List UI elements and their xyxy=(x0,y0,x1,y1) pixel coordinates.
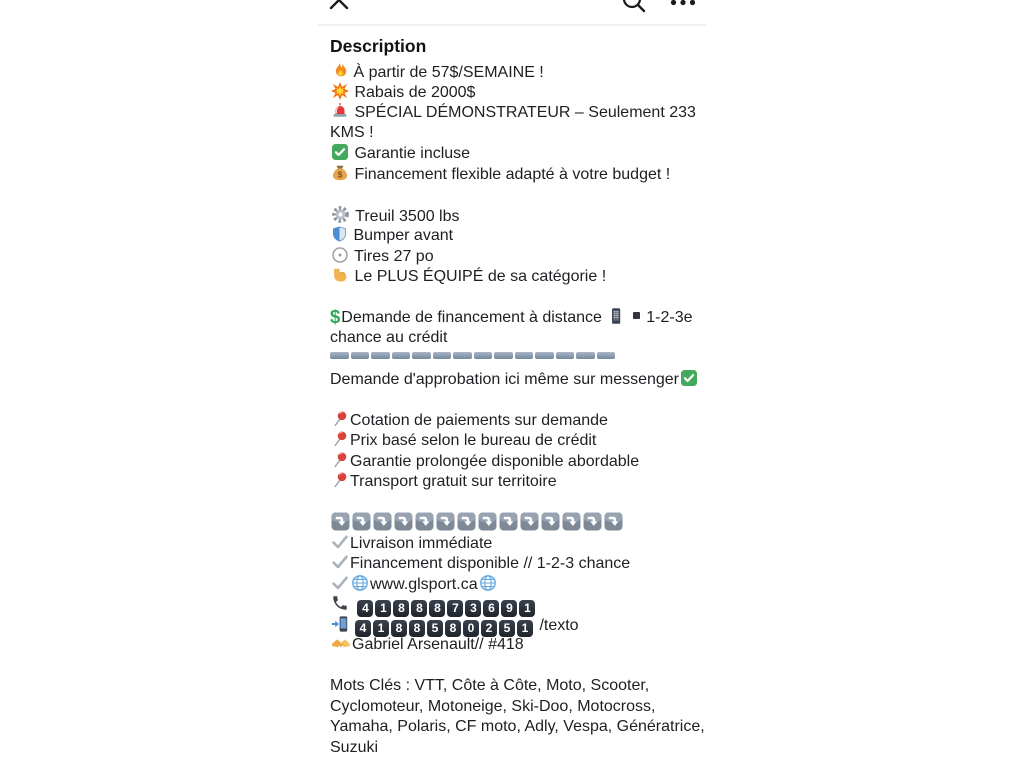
description-line: Suzuki xyxy=(330,738,379,756)
keycap-digit-icon: 6 xyxy=(483,600,499,617)
minus-icon xyxy=(494,352,513,359)
svg-text:$: $ xyxy=(337,168,343,179)
minus-icon xyxy=(515,352,534,359)
collision-icon xyxy=(331,82,349,100)
arrow-curve-down-icon xyxy=(499,512,518,531)
keycap-digit-icon: 0 xyxy=(463,620,479,637)
keycap-digit-icon: 7 xyxy=(447,600,463,617)
minus-icon xyxy=(351,352,370,359)
keycap-digits xyxy=(357,596,537,613)
description-line: Yamaha, Polaris, CF moto, Adly, Vespa, Génératrice, xyxy=(330,718,705,735)
arrow-curve-down-icon xyxy=(394,512,413,531)
description-line: $Demande de financement à distance 1-2-3e xyxy=(330,306,693,327)
description-line xyxy=(330,184,706,205)
arrow-curve-down-icon xyxy=(541,512,560,531)
description-line: Prix basé selon le bureau de crédit xyxy=(330,430,706,451)
description-line: Financement disponible // 1-2-3 chance xyxy=(330,553,706,574)
shield-icon xyxy=(331,225,348,243)
keycap-digits xyxy=(355,617,535,634)
globe-icon xyxy=(351,574,369,592)
description-body xyxy=(318,61,706,758)
keycap-digit-icon: 4 xyxy=(357,600,373,617)
description-line xyxy=(330,594,706,615)
keycap-digit-icon: 5 xyxy=(427,620,443,637)
pushpin-icon xyxy=(331,410,349,428)
minus-icon xyxy=(330,352,349,359)
minus-icon xyxy=(433,352,452,359)
description-line: Cyclomoteur, Motoneige, Ski-Doo, Motocross, xyxy=(330,697,656,715)
phone-receiver-icon xyxy=(331,594,349,612)
description-line xyxy=(330,389,706,410)
description-line xyxy=(330,656,706,677)
pushpin-icon xyxy=(331,471,349,489)
flex-biceps-icon xyxy=(331,266,349,284)
arrow-curve-down-icon xyxy=(415,512,434,531)
description-line xyxy=(330,287,706,308)
keycap-digit-icon: 8 xyxy=(445,620,461,637)
search-icon xyxy=(621,2,647,17)
description-line: www.glsport.ca xyxy=(330,574,706,595)
fire-icon xyxy=(331,61,348,80)
keycap-digit-icon: 9 xyxy=(501,600,517,617)
handshake-icon xyxy=(331,637,351,652)
description-line: 4 1 8 8 5 8 0 2 5 1 /texto xyxy=(330,615,706,636)
wheel-icon xyxy=(331,246,349,264)
pushpin-icon xyxy=(331,430,349,448)
check-gray-icon xyxy=(331,553,349,571)
keycap-digit-icon: 8 xyxy=(409,620,425,637)
minus-icon xyxy=(556,352,575,359)
arrow-curve-down-icon xyxy=(583,512,602,531)
keycap-digit-icon: 8 xyxy=(391,620,407,637)
description-line xyxy=(330,348,706,369)
description-line xyxy=(330,512,706,533)
description-line: Tires 27 po xyxy=(330,246,706,267)
description-line: Treuil 3500 lbs xyxy=(330,205,706,226)
description-line: Livraison immédiate xyxy=(330,533,706,554)
description-line: Garantie prolongée disponible abordable xyxy=(330,451,706,472)
arrow-curve-down-icon xyxy=(331,512,350,531)
keycap-digit-icon: 8 xyxy=(393,600,409,617)
arrow-curve-down-icon xyxy=(436,512,455,531)
keycap-digit-icon: 1 xyxy=(519,600,535,617)
description-line: Transport gratuit sur territoire xyxy=(330,471,706,492)
description-line: Rabais de 2000$ xyxy=(330,82,706,103)
money-bag-icon xyxy=(331,164,349,182)
check-green-icon xyxy=(331,143,349,161)
description-line: Gabriel Arsenault// #418 xyxy=(330,635,706,656)
description-line: Demande d'approbation ici même sur messenger xyxy=(330,369,706,390)
minus-icon xyxy=(453,352,472,359)
keycap-digit-icon: 3 xyxy=(465,600,481,617)
keycap-digit-icon: 1 xyxy=(517,620,533,637)
description-line: chance au crédit xyxy=(330,328,448,346)
minus-icon xyxy=(597,352,616,359)
description-line: KMS ! xyxy=(330,123,374,141)
phone-arrow-icon xyxy=(331,615,351,633)
close-button[interactable] xyxy=(328,0,350,11)
arrow-curve-down-icon xyxy=(604,512,623,531)
minus-icon xyxy=(474,352,493,359)
arrow-curve-down-icon xyxy=(373,512,392,531)
minus-icon xyxy=(576,352,595,359)
globe-icon xyxy=(479,574,497,592)
small-square-icon xyxy=(633,312,640,319)
topbar xyxy=(318,0,706,26)
minus-icon xyxy=(535,352,554,359)
police-light-icon xyxy=(331,102,349,120)
arrow-curve-down-icon xyxy=(478,512,497,531)
description-line: Garantie incluse xyxy=(330,143,706,164)
keycap-digit-icon: 8 xyxy=(411,600,427,617)
description-line: $ Financement flexible adapté à votre budget ! xyxy=(330,164,706,185)
description-line: Mots Clés : VTT, Côte à Côte, Moto, Scooter, xyxy=(330,677,650,694)
keycap-digit-icon: 5 xyxy=(499,620,515,637)
search-button[interactable] xyxy=(621,0,647,14)
more-horizontal-icon xyxy=(670,0,696,9)
more-options-button[interactable] xyxy=(670,0,696,6)
description-line xyxy=(330,492,706,513)
check-gray-icon xyxy=(331,574,349,592)
keycap-digit-icon: 1 xyxy=(375,600,391,617)
keycap-digit-icon: 1 xyxy=(373,620,389,637)
minus-icon xyxy=(392,352,411,359)
minus-icon xyxy=(412,352,431,359)
dollar-icon: $ xyxy=(330,306,341,327)
content-column xyxy=(318,0,706,768)
mobile-phone-icon xyxy=(607,307,625,325)
keycap-digit-icon: 4 xyxy=(355,620,371,637)
keycap-digit-icon: 8 xyxy=(429,600,445,617)
page-title: Description xyxy=(330,36,427,56)
arrow-curve-down-icon xyxy=(352,512,371,531)
description-line: À partir de 57$/SEMAINE ! xyxy=(330,61,706,82)
minus-icon xyxy=(371,352,390,359)
gear-icon xyxy=(331,205,350,224)
arrow-curve-down-icon xyxy=(520,512,539,531)
description-line: Cotation de paiements sur demande xyxy=(330,410,706,431)
description-line: Bumper avant xyxy=(330,225,706,246)
pushpin-icon xyxy=(331,451,349,469)
description-line: Le PLUS ÉQUIPÉ de sa catégorie ! xyxy=(330,266,706,287)
description-line: SPÉCIAL DÉMONSTRATEUR – Seulement 233 xyxy=(330,102,706,123)
check-green-icon xyxy=(680,369,698,387)
close-icon xyxy=(328,0,350,14)
check-gray-icon xyxy=(331,533,349,551)
keycap-digit-icon: 2 xyxy=(481,620,497,637)
arrow-curve-down-icon xyxy=(562,512,581,531)
arrow-curve-down-icon xyxy=(457,512,476,531)
